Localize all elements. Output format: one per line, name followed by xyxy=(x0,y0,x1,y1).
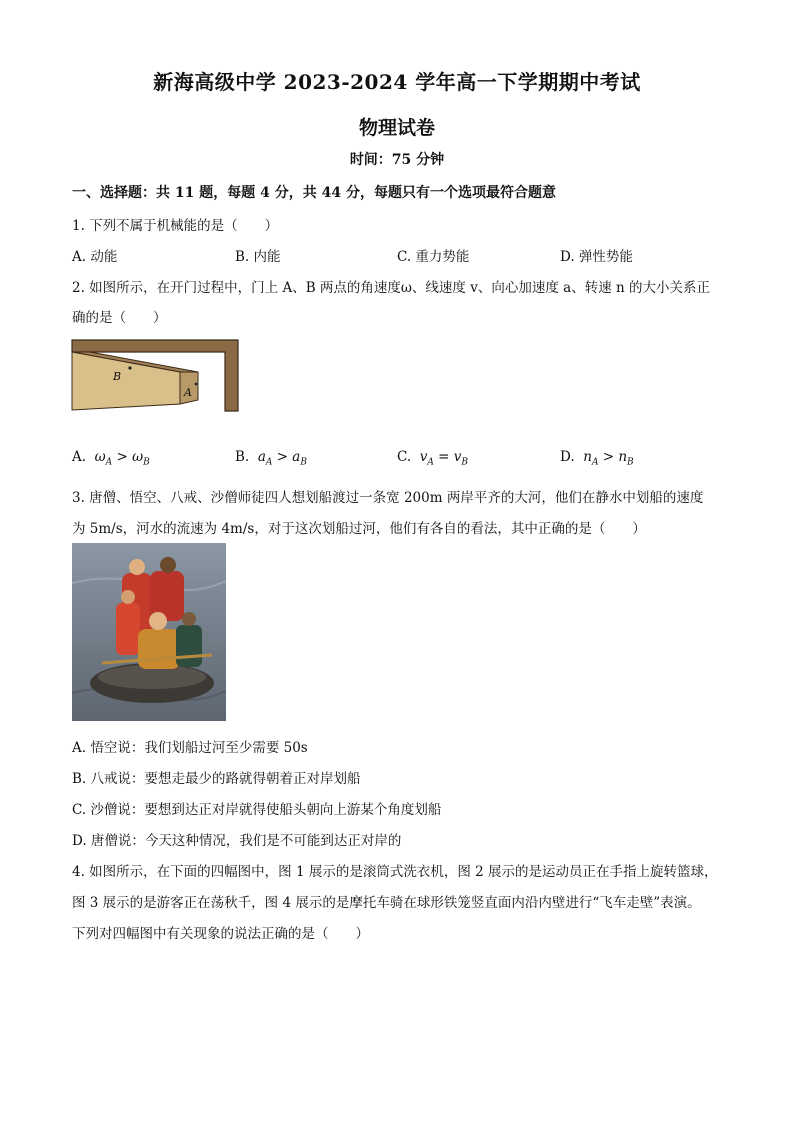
exam-subtitle: 物理试卷 xyxy=(358,117,435,139)
q4-stem-line1: 4. 如图所示，在下面的四幅图中，图 1 展示的是滚筒式洗衣机，图 2 展示的是运动员正在手指上旋转篮球， xyxy=(72,864,718,880)
figure-right-green xyxy=(176,625,202,667)
q2-option-c xyxy=(397,449,468,468)
q2-c-rhs: v xyxy=(453,449,462,465)
q2-option-a xyxy=(72,449,150,468)
q2-b-rhs-sub: B xyxy=(300,457,307,468)
exam-time: 时间：75 分钟 xyxy=(349,152,445,168)
q1-option-a: A. 动能 xyxy=(72,249,118,265)
point-b-label: B xyxy=(113,370,122,383)
figure-front-orange xyxy=(138,629,180,669)
q2-a-rhs-sub: B xyxy=(143,457,150,468)
q3-option-b: B. 八戒说：要想走最少的路就得朝着正对岸划船 xyxy=(72,771,361,787)
figure-front-head xyxy=(149,612,167,630)
q2-stem-line1: 2. 如图所示，在开门过程中，门上 A、B 两点的角速度ω、线速度 v、向心加速度 a、转速 n 的大小关系正 xyxy=(72,280,710,296)
q2-stem-line2: 确的是（ ） xyxy=(72,310,167,326)
point-a-label: A xyxy=(184,386,192,399)
q3-option-d: D. 唐僧说：今天这种情况，我们是不可能到达正对岸的 xyxy=(72,833,402,849)
figure-back-head xyxy=(129,559,145,575)
door-figure xyxy=(70,338,240,413)
q2-c-op: = xyxy=(433,449,454,465)
q2-a-op: > xyxy=(112,449,133,465)
q2-b-op: > xyxy=(272,449,293,465)
q2-b-rhs: a xyxy=(292,449,301,465)
exam-title: 新海高级中学 2023-2024 学年高一下学期期中考试 xyxy=(153,70,641,94)
q2-d-rhs: n xyxy=(618,449,628,465)
section-heading: 一、选择题：共 11 题，每题 4 分，共 44 分，每题只有一个选项最符合题意 xyxy=(72,185,556,201)
q3-option-a: A. 悟空说：我们划船过河至少需要 50s xyxy=(72,740,308,756)
q2-b-lhs: a xyxy=(257,449,266,465)
q1-stem: 1. 下列不属于机械能的是（ ） xyxy=(72,218,279,234)
q2-c-lhs: v xyxy=(419,449,428,465)
q3-stem-line2: 为 5m/s，河水的流速为 4m/s，对于这次划船过河，他们有各自的看法，其中正确的是（ ） xyxy=(72,521,646,537)
q2-option-d-label: D. xyxy=(560,449,575,465)
q2-d-rhs-sub: B xyxy=(627,457,634,468)
q2-option-d xyxy=(560,449,634,468)
q2-d-lhs-sub: A xyxy=(591,457,599,468)
q2-option-a-label: A. xyxy=(72,449,87,465)
point-b-marker xyxy=(128,366,131,369)
q2-c-rhs-sub: B xyxy=(461,457,469,468)
q1-option-b: B. 内能 xyxy=(235,249,281,265)
figure-right-head xyxy=(160,557,176,573)
q4-stem-line2: 图 3 展示的是游客正在荡秋千，图 4 展示的是摩托车骑在球形铁笼竖直面内沿内壁进行“飞车走壁”表演。 xyxy=(72,895,701,911)
q4-stem-line3: 下列对四幅图中有关现象的说法正确的是（ ） xyxy=(72,926,369,942)
q1-option-d: D. 弹性势能 xyxy=(560,249,633,265)
q3-stem-line1: 3. 唐僧、悟空、八戒、沙僧师徒四人想划船渡过一条宽 200m 两岸平齐的大河，他们在静水中划船的速度 xyxy=(72,490,704,506)
q1-option-c: C. 重力势能 xyxy=(397,249,470,265)
q2-a-rhs: ω xyxy=(132,449,144,465)
q2-option-b xyxy=(235,449,307,468)
q2-option-b-label: B. xyxy=(235,449,250,465)
q2-a-lhs: ω xyxy=(94,449,106,465)
figure-left-head xyxy=(121,590,135,604)
q2-a-lhs-sub: A xyxy=(105,457,113,468)
figure-right-green-head xyxy=(182,612,196,626)
q2-d-lhs: n xyxy=(583,449,592,465)
q2-c-lhs-sub: A xyxy=(427,457,434,468)
figure-left-red xyxy=(116,603,140,655)
q2-d-op: > xyxy=(598,449,619,465)
q2-option-c-label: C. xyxy=(397,449,412,465)
q2-b-lhs-sub: A xyxy=(265,457,273,468)
river-crossing-photo xyxy=(72,543,226,721)
q3-option-c: C. 沙僧说：要想到达正对岸就得使船头朝向上游某个角度划船 xyxy=(72,802,442,818)
point-a-marker xyxy=(195,383,198,386)
